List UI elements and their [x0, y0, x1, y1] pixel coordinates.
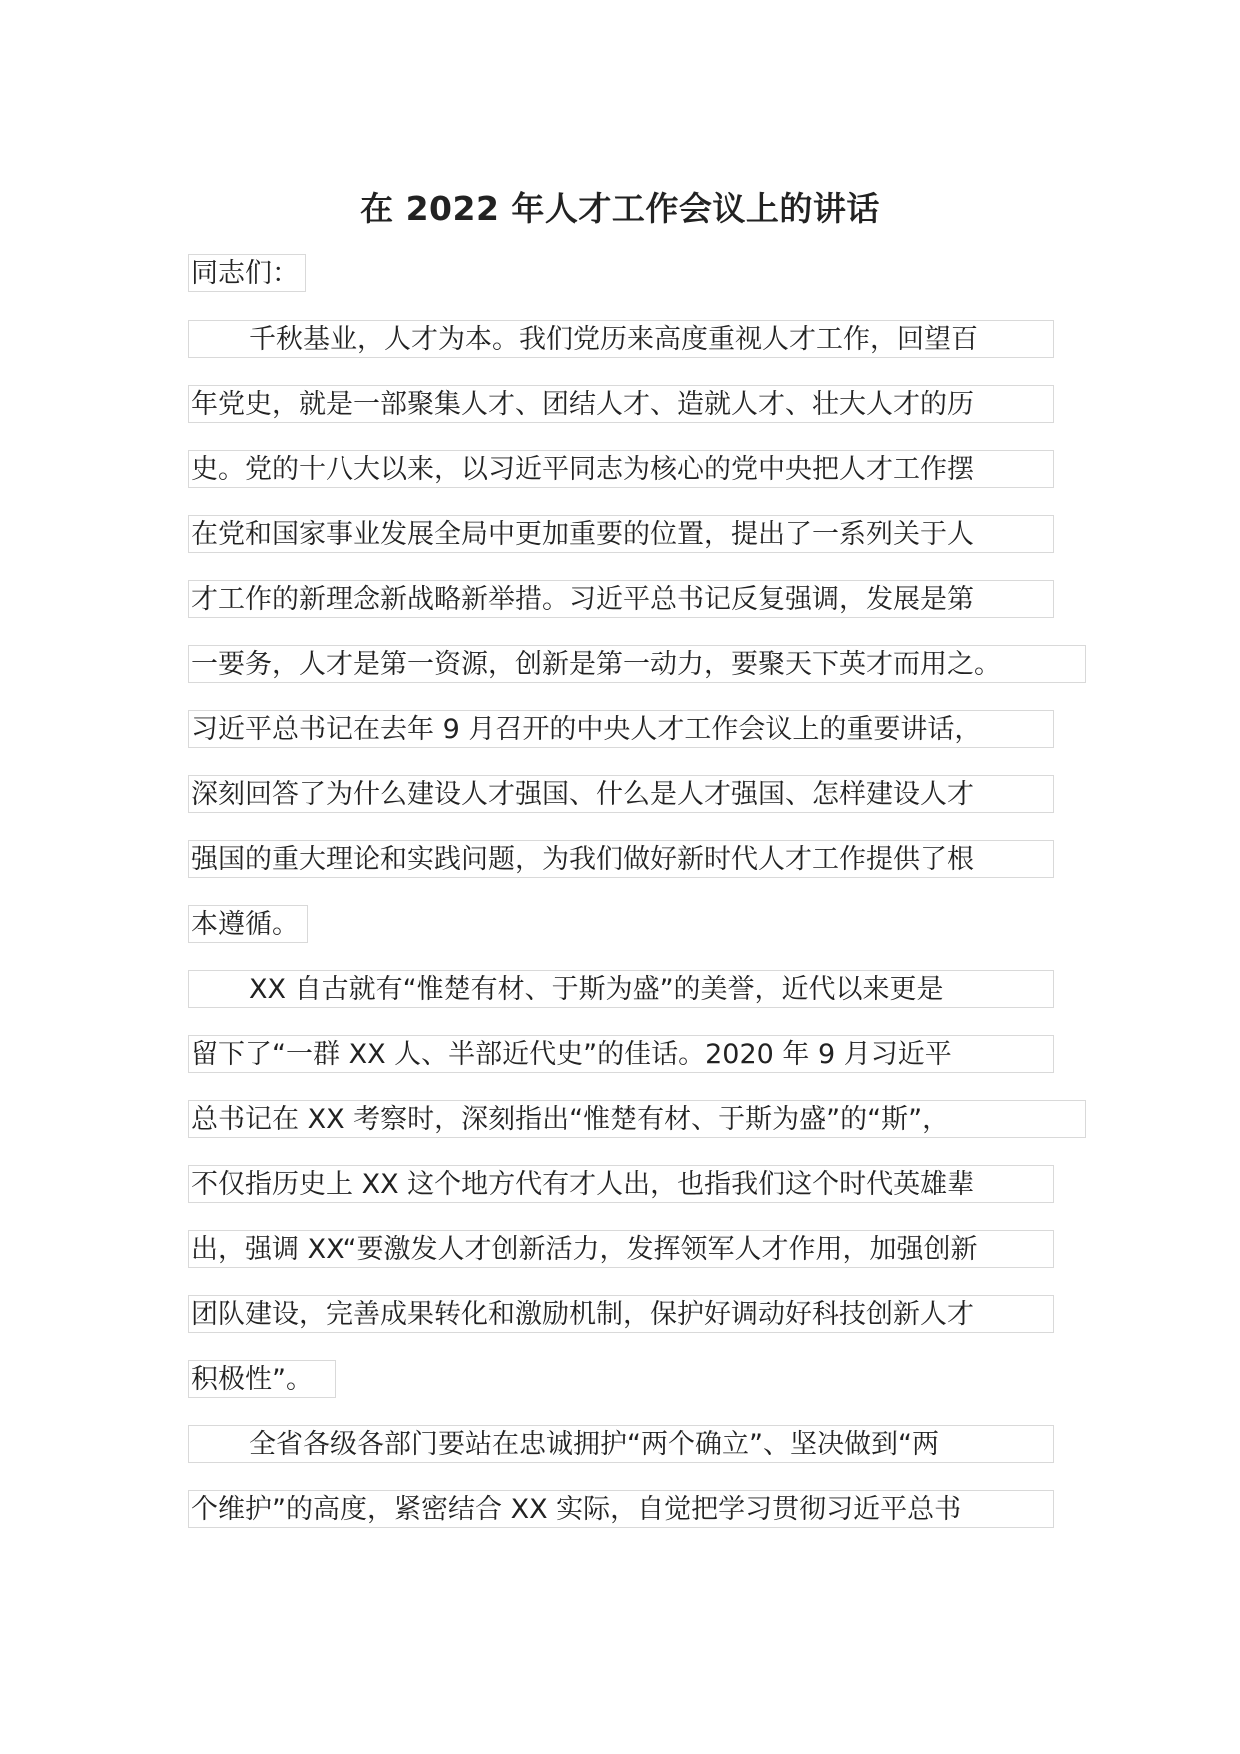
paragraph-1-line-6: 一要务，人才是第一资源，创新是第一动力，要聚天下英才而用之。 [188, 645, 1086, 683]
paragraph-2-line-5: 出，强调 XX“要激发人才创新活力，发挥领军人才作用，加强创新 [188, 1230, 1054, 1268]
paragraph-2-line-7: 积极性”。 [188, 1360, 336, 1398]
paragraph-1-line-3: 史。党的十八大以来，以习近平同志为核心的党中央把人才工作摆 [188, 450, 1054, 488]
salutation-line: 同志们： [188, 254, 306, 292]
paragraph-3-line-1: 全省各级各部门要站在忠诚拥护“两个确立”、坚决做到“两 [188, 1425, 1054, 1463]
paragraph-2-line-2: 留下了“一群 XX 人、半部近代史”的佳话。2020 年 9 月习近平 [188, 1035, 1054, 1073]
paragraph-3-line-2: 个维护”的高度，紧密结合 XX 实际，自觉把学习贯彻习近平总书 [188, 1490, 1054, 1528]
paragraph-2-line-3: 总书记在 XX 考察时，深刻指出“惟楚有材、于斯为盛”的“斯”， [188, 1100, 1086, 1138]
paragraph-2-line-1: XX 自古就有“惟楚有材、于斯为盛”的美誉，近代以来更是 [188, 970, 1054, 1008]
paragraph-1-line-4: 在党和国家事业发展全局中更加重要的位置，提出了一系列关于人 [188, 515, 1054, 553]
paragraph-2-line-6: 团队建设，完善成果转化和激励机制，保护好调动好科技创新人才 [188, 1295, 1054, 1333]
document-title: 在 2022 年人才工作会议上的讲话 [360, 189, 880, 228]
paragraph-2-line-4: 不仅指历史上 XX 这个地方代有才人出，也指我们这个时代英雄辈 [188, 1165, 1054, 1203]
paragraph-1-line-10: 本遵循。 [188, 905, 308, 943]
paragraph-1-line-1: 千秋基业，人才为本。我们党历来高度重视人才工作，回望百 [188, 320, 1054, 358]
paragraph-1-line-2: 年党史，就是一部聚集人才、团结人才、造就人才、壮大人才的历 [188, 385, 1054, 423]
paragraph-1-line-7: 习近平总书记在去年 9 月召开的中央人才工作会议上的重要讲话， [188, 710, 1054, 748]
paragraph-1-line-5: 才工作的新理念新战略新举措。习近平总书记反复强调，发展是第 [188, 580, 1054, 618]
paragraph-1-line-9: 强国的重大理论和实践问题，为我们做好新时代人才工作提供了根 [188, 840, 1054, 878]
paragraph-1-line-8: 深刻回答了为什么建设人才强国、什么是人才强国、怎样建设人才 [188, 775, 1054, 813]
